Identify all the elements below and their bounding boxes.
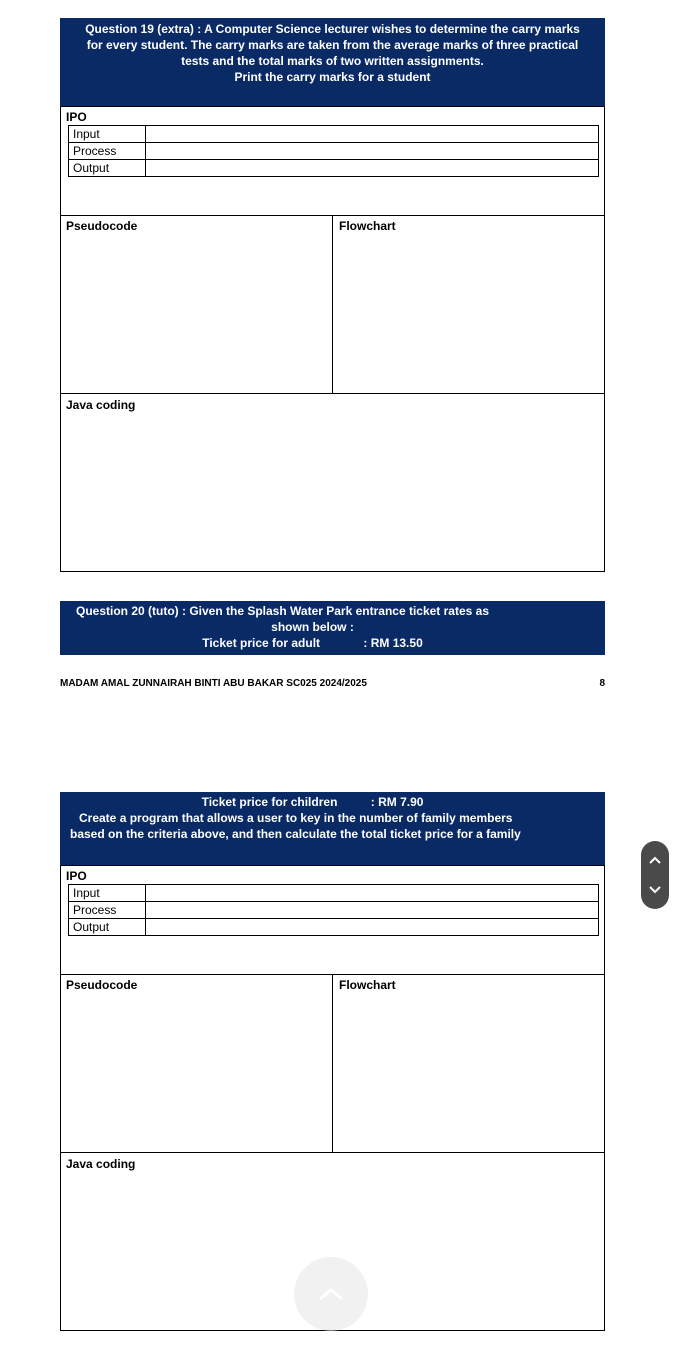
question-20-line-6: based on the criteria above, and then calculate the total ticket price for a family (70, 827, 521, 841)
pseudocode-label: Pseudocode (66, 978, 138, 992)
question-20-line-2: shown below : (271, 620, 354, 634)
question-20-continued-header (60, 792, 605, 866)
ipo-output-cell[interactable] (146, 160, 599, 177)
ipo-box (60, 865, 605, 975)
ipo-box (60, 106, 605, 216)
pseudocode-box[interactable] (60, 974, 333, 1153)
footer-author: MADAM AMAL ZUNNAIRAH BINTI ABU BAKAR SC025 2024/2025 (60, 678, 367, 689)
ipo-process-cell[interactable] (146, 902, 599, 919)
flowchart-box[interactable] (332, 215, 605, 394)
ipo-label: IPO (66, 869, 87, 883)
scroll-to-top-button[interactable] (294, 1257, 368, 1331)
question-19-line-2: for every student. The carry marks are taken from the average marks of three practical (86, 38, 579, 52)
ipo-row-input (69, 885, 599, 902)
ipo-input-cell[interactable] (146, 126, 599, 143)
flowchart-label: Flowchart (339, 219, 396, 233)
page-number: 8 (599, 678, 605, 689)
question-20-line-5: Create a program that allows a user to key in the number of family members (79, 811, 513, 825)
pseudocode-label: Pseudocode (66, 219, 138, 233)
question-19-line-4: Print the carry marks for a student (234, 70, 431, 84)
ipo-table (68, 884, 599, 936)
chevron-up-icon (318, 1287, 344, 1301)
ipo-row-process (69, 143, 599, 160)
ipo-process-label: Process (69, 902, 146, 919)
page-footer (60, 678, 605, 689)
ipo-row-process (69, 902, 599, 919)
next-page-button[interactable] (641, 875, 669, 905)
ipo-row-input (69, 126, 599, 143)
question-19-line-1: Question 19 (extra) : A Computer Science lecturer wishes to determine the carry marks (85, 22, 580, 36)
java-coding-box[interactable] (60, 393, 605, 572)
ipo-input-label: Input (69, 126, 146, 143)
question-19-header (60, 18, 605, 106)
question-19-line-3: tests and the total marks of two written assignments. (181, 54, 484, 68)
ipo-table (68, 125, 599, 177)
ipo-row-output (69, 160, 599, 177)
java-coding-label: Java coding (66, 398, 136, 412)
ipo-output-label: Output (69, 160, 146, 177)
pseudocode-box[interactable] (60, 215, 333, 394)
ipo-row-output (69, 919, 599, 936)
ipo-output-label: Output (69, 919, 146, 936)
question-20-line-1: Question 20 (tuto) : Given the Splash Water Park entrance ticket rates as (76, 604, 490, 618)
ipo-label: IPO (66, 110, 87, 124)
question-20-line-3: Ticket price for adult : RM 13.50 (202, 636, 423, 650)
chevron-up-icon (649, 856, 661, 864)
previous-page-button[interactable] (641, 845, 669, 875)
page-nav-pill (641, 841, 669, 909)
chevron-down-icon (649, 886, 661, 894)
question-20-line-4: Ticket price for children : RM 7.90 (201, 795, 424, 809)
ipo-process-label: Process (69, 143, 146, 160)
flowchart-box[interactable] (332, 974, 605, 1153)
ipo-process-cell[interactable] (146, 143, 599, 160)
ipo-input-label: Input (69, 885, 146, 902)
ipo-input-cell[interactable] (146, 885, 599, 902)
flowchart-label: Flowchart (339, 978, 396, 992)
question-20-header (60, 601, 605, 655)
ipo-output-cell[interactable] (146, 919, 599, 936)
java-coding-label: Java coding (66, 1157, 136, 1171)
